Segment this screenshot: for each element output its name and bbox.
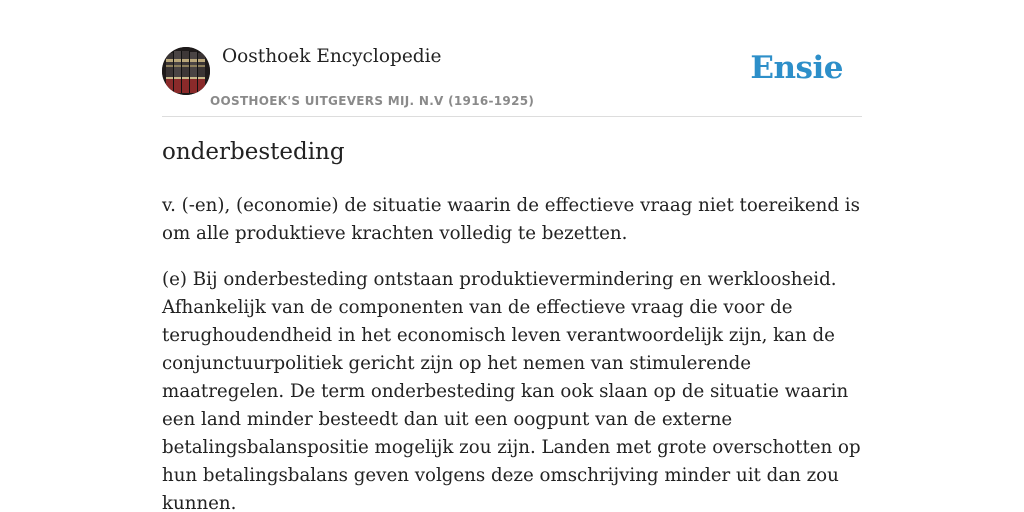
source-subtitle: OOSTHOEK'S UITGEVERS MIJ. N.V (1916-1925) — [210, 94, 535, 108]
source-header — [162, 0, 862, 117]
definition-paragraph: v. (-en), (economie) de situatie waarin de effectieve vraag niet toereikend is om alle produktieve krachten volledig te bezetten. — [162, 195, 860, 244]
explanation-paragraph: (e) Bij onderbesteding ontstaan produktievermindering en werkloosheid. Afhankelijk van de componenten van de effectieve vraag die voor de terughoudendheid in het economisch leven verantwoordelijk zijn, kan de conjunctuurpolitiek gericht zijn op het nemen van stimulerende maatregelen. De term onderbesteding kan ook slaan op de situatie waarin een land minder besteedt dan uit een oogpunt van de externe betalingsbalanspositie mogelijk zou zijn. Landen met grote overschotten op hun betalingsbalans geven volgens deze omschrijving minder uit dan zou kunnen. — [162, 269, 861, 512]
headword: onderbesteding — [162, 139, 345, 165]
brand-logo[interactable]: Ensie — [750, 50, 843, 86]
encyclopedia-books-icon[interactable] — [162, 47, 210, 95]
entry-card — [162, 0, 862, 512]
source-title[interactable]: Oosthoek Encyclopedie — [222, 46, 442, 67]
